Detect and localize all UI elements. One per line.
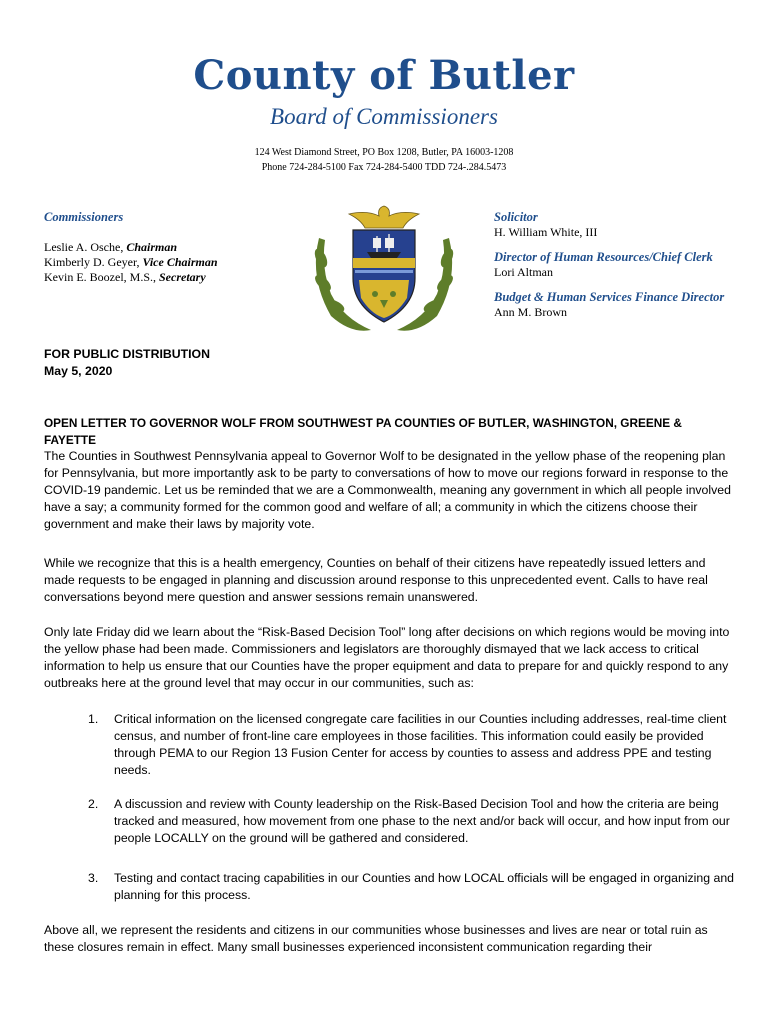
solicitor-label: Solicitor: [494, 210, 538, 224]
letter-heading: OPEN LETTER TO GOVERNOR WOLF FROM SOUTHWEST PA COUNTIES OF BUTLER, WASHINGTON, GREENE & FAYETTE: [44, 416, 682, 447]
budget-director-label: Budget & Human Services Finance Director: [494, 290, 725, 304]
distribution-block: [44, 346, 734, 380]
commissioner-entry: Kevin E. Boozel, M.S., Secretary: [44, 270, 206, 284]
paragraph: Above all, we represent the residents and citizens in our communities whose businesses and lives are near or total ruin as these closures remain in effect. Many small businesses experienced inconsistent communication regarding their: [44, 923, 708, 954]
staff-block: [494, 210, 754, 320]
distribution-notice: FOR PUBLIC DISTRIBUTION: [44, 347, 211, 361]
letter-date: May 5, 2020: [44, 364, 113, 378]
budget-director-name: Ann M. Brown: [494, 305, 568, 319]
address-line: 124 West Diamond Street, PO Box 1208, Butler, PA 16003-1208: [254, 147, 514, 158]
solicitor-name: H. William White, III: [494, 225, 598, 239]
hr-director-name: Lori Altman: [494, 265, 553, 279]
board-subtitle: Board of Commissioners: [270, 104, 498, 129]
county-seal-icon: [301, 198, 467, 338]
commissioner-entry: Leslie A. Osche, Chairman: [44, 240, 178, 254]
commissioners-block: [44, 210, 284, 285]
county-title: County of Butler: [193, 52, 575, 99]
paragraph: Only late Friday did we learn about the “Risk-Based Decision Tool” long after decisions on which regions would be moving into the yellow phase had been made. Commissioners and legislators are thoroughly dismayed that we lack access to critical information to help us ensure that our Counties have the proper equipment and data to prepare for and quickly respond to any outbreaks here at the ground level that may occur in our communities, such as:: [44, 625, 730, 690]
hr-director-label: Director of Human Resources/Chief Clerk: [494, 250, 713, 264]
commissioner-entry: Kimberly D. Geyer, Vice Chairman: [44, 255, 218, 269]
commissioners-label: Commissioners: [44, 210, 124, 224]
phone-line: Phone 724-284-5100 Fax 724-284-5400 TDD 724-.284.5473: [261, 162, 507, 173]
paragraph: While we recognize that this is a health emergency, Counties on behalf of their citizens have repeatedly issued letters and made requests to be engaged in planning and discussion around response to this unprecedented event. Calls to have real conversations beyond mere question and answer sessions remain unanswered.: [44, 556, 708, 604]
paragraph: The Counties in Southwest Pennsylvania appeal to Governor Wolf to be designated in the yellow phase of the reopening plan for Pennsylvania, but more importantly ask to be party to conversations of how to move our regions forward in response to the COVID-19 pandemic. Let us be reminded that we are a Commonwealth, meaning any government in which all people involved have a say; a community formed for the common good and welfare of all; a community in which the citizens choose their government and make their laws by majority vote.: [44, 449, 731, 531]
